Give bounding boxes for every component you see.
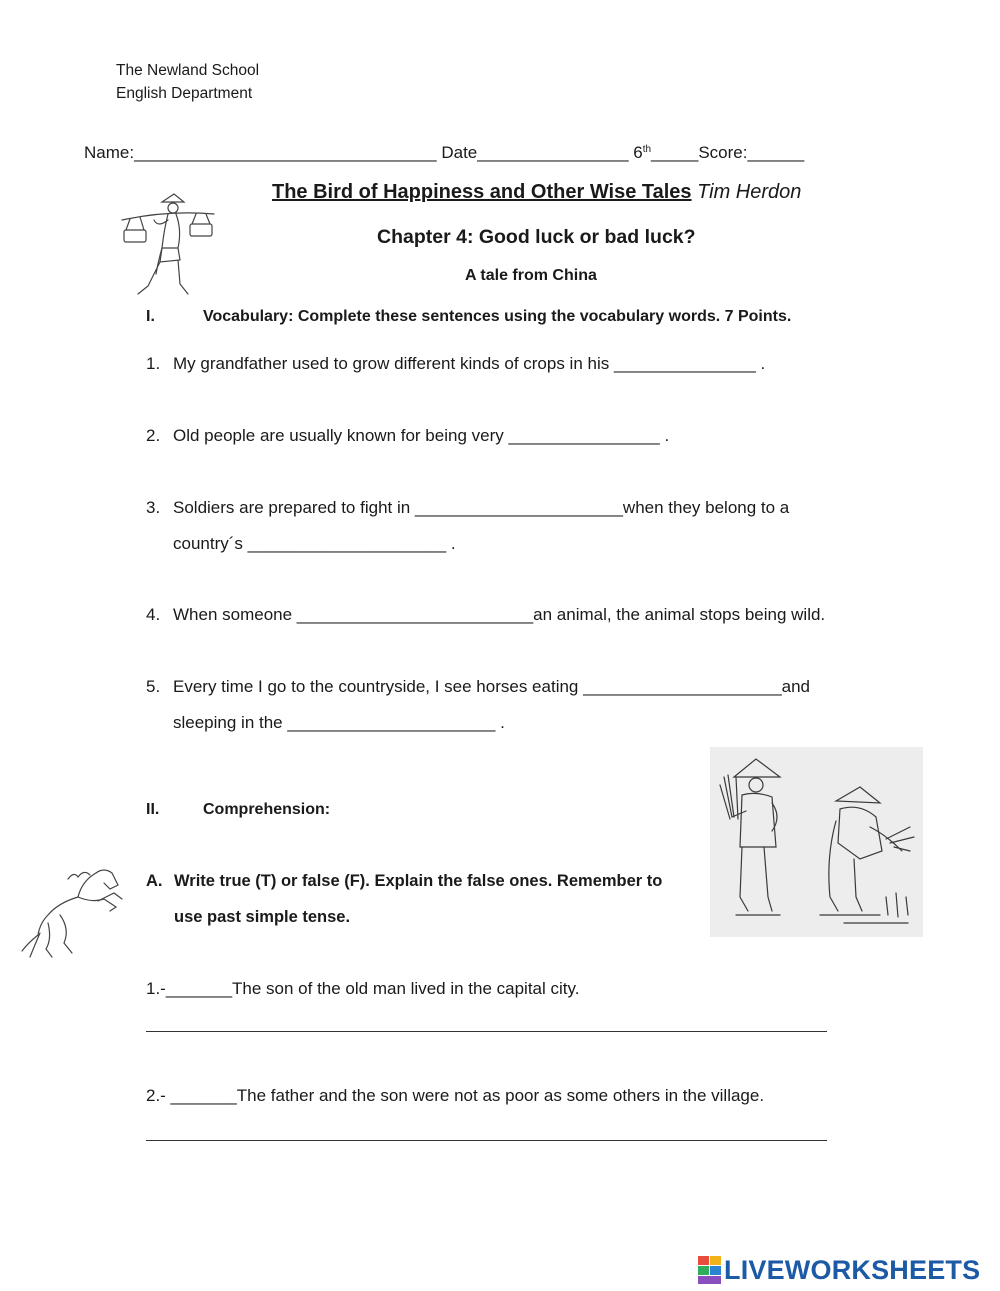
tale-subtitle: A tale from China bbox=[465, 267, 597, 284]
answer-line-1 bbox=[146, 1031, 827, 1032]
score-field: _____Score:______ bbox=[651, 143, 805, 162]
chapter-title: Chapter 4: Good luck or bad luck? bbox=[377, 226, 696, 248]
section-2-numeral: II. bbox=[146, 801, 160, 818]
section-1-numeral: I. bbox=[146, 308, 155, 325]
item-number: 5. bbox=[146, 677, 161, 696]
vocab-sentence-2: Old people are usually known for being very ________________ . bbox=[173, 426, 670, 445]
liveworksheets-logo bbox=[698, 1255, 980, 1285]
vocab-sentence-3-cont: country´s _____________________ . bbox=[173, 534, 456, 553]
book-name: The Bird of Happiness and Other Wise Tales bbox=[272, 181, 692, 203]
item-number: 3. bbox=[146, 498, 161, 517]
item-number: 2. bbox=[146, 426, 161, 445]
statement-text: The son of the old man lived in the capital city. bbox=[232, 979, 580, 998]
vocab-sentence-5: Every time I go to the countryside, I see horses eating _____________________and bbox=[173, 677, 811, 696]
school-header bbox=[116, 59, 259, 105]
department-name: English Department bbox=[116, 85, 253, 102]
vocab-sentence-1: My grandfather used to grow different kinds of crops in his _______________ . bbox=[173, 354, 766, 373]
school-name: The Newland School bbox=[116, 62, 260, 79]
true-false-statement-2 bbox=[146, 1086, 764, 1106]
book-title bbox=[272, 181, 801, 204]
answer-line-2 bbox=[146, 1140, 827, 1141]
farmer-carrying-baskets-icon bbox=[118, 190, 218, 302]
liveworksheets-badge-icon bbox=[698, 1256, 721, 1284]
item-number: 4. bbox=[146, 605, 161, 624]
name-date-fields: Name:________________________________ Date________________ 6 bbox=[84, 143, 643, 162]
true-false-statement-1 bbox=[146, 979, 579, 999]
book-author: Tim Herdon bbox=[697, 181, 802, 203]
statement-text: The father and the son were not as poor as some others in the village. bbox=[236, 1086, 765, 1105]
part-a-letter: A. bbox=[146, 872, 163, 890]
part-a-instructions-cont: use past simple tense. bbox=[174, 908, 351, 926]
answer-blank: 1.-_______ bbox=[146, 979, 233, 998]
section-1-heading: Vocabulary: Complete these sentences using the vocabulary words. 7 Points. bbox=[203, 308, 792, 325]
item-number: 1. bbox=[146, 354, 161, 373]
student-info-line bbox=[84, 143, 804, 163]
answer-blank: 2.- _______ bbox=[146, 1086, 237, 1105]
vocab-sentence-3: Soldiers are prepared to fight in ______________________when they belong to a bbox=[173, 498, 790, 517]
liveworksheets-wordmark: LIVEWORKSHEETS bbox=[724, 1255, 981, 1285]
grade-superscript: th bbox=[642, 144, 652, 155]
part-a-instructions: Write true (T) or false (F). Explain the false ones. Remember to bbox=[174, 872, 663, 890]
vocab-sentence-5-cont: sleeping in the ______________________ . bbox=[173, 713, 505, 732]
rice-planters-icon bbox=[710, 747, 923, 937]
section-2-heading: Comprehension: bbox=[203, 801, 331, 818]
horse-icon bbox=[18, 863, 126, 959]
vocab-sentence-4: When someone _________________________an animal, the animal stops being wild. bbox=[173, 605, 826, 624]
